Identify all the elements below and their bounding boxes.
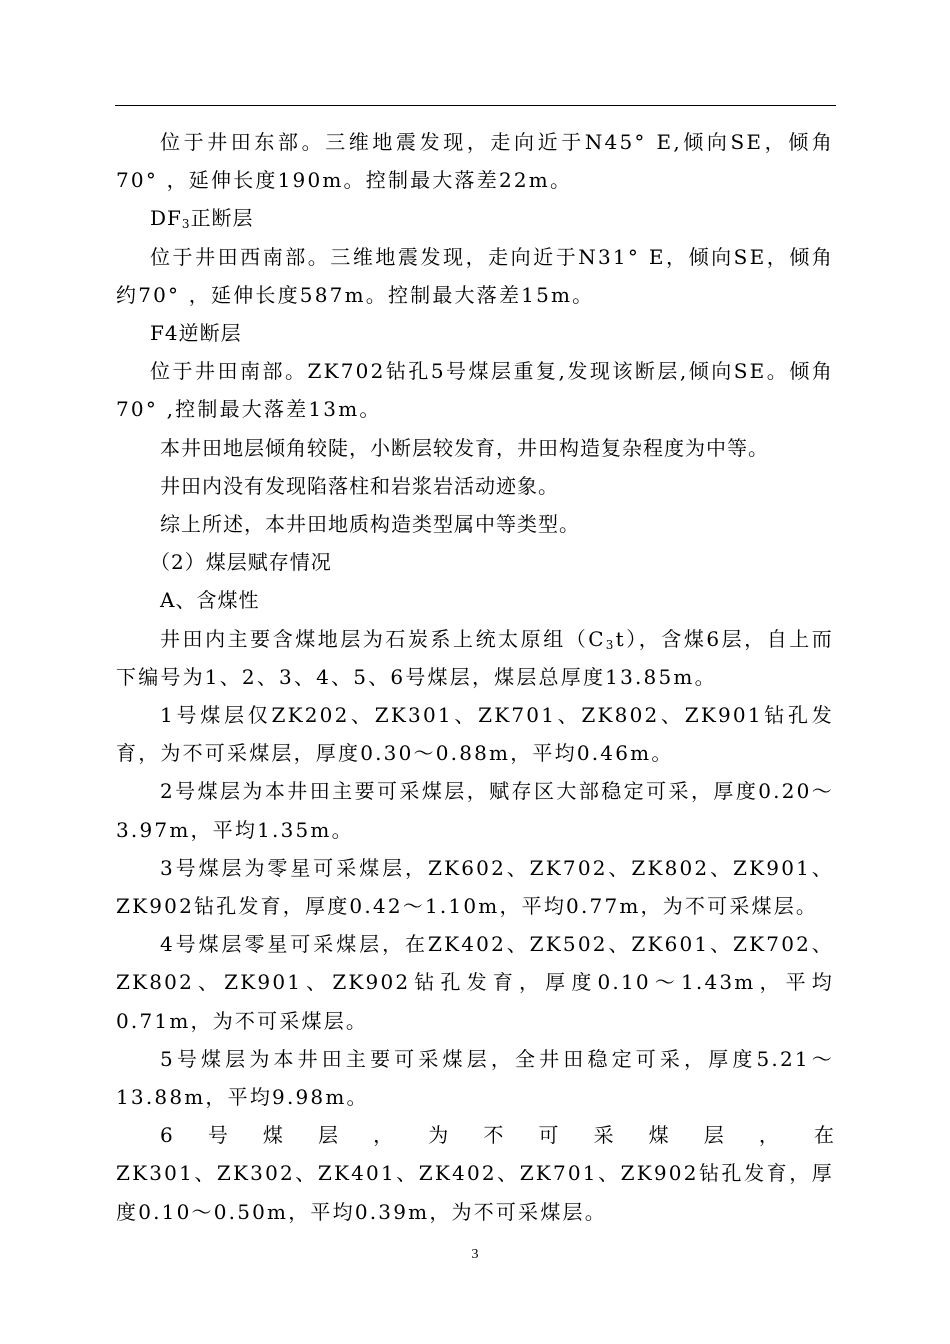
paragraph-no-collapse-column: 井田内没有发现陷落柱和岩浆岩活动迹象。 bbox=[160, 473, 559, 498]
paragraph-seam-5: 5号煤层为本井田主要可采煤层，全井田稳定可采，厚度5.21～13.88m，平均9.98m。 bbox=[116, 1046, 834, 1110]
heading-f4-reverse-fault: F4逆断层 bbox=[150, 321, 242, 346]
strata-subscript: 3 bbox=[605, 637, 616, 652]
body-text bbox=[116, 123, 834, 1231]
paragraph-seam-1: 1号煤层仅ZK202、ZK301、ZK701、ZK802、ZK901钻孔发育，为不可采煤层，厚度0.30～0.88m，平均0.46m。 bbox=[116, 703, 834, 766]
heading-df3-subscript: 3 bbox=[181, 217, 191, 232]
paragraph-summary: 综上所述，本井田地质构造类型属中等类型。 bbox=[160, 512, 580, 537]
paragraph-df3: 位于井田西南部。三维地震发现，走向近于N31° E，倾向SE，倾角约70° ，延伸长度587m。控制最大落差15m。 bbox=[116, 244, 834, 307]
paragraph-seam-2: 2号煤层为本井田主要可采煤层，赋存区大部稳定可采，厚度0.20～3.97m，平均1.35m。 bbox=[116, 779, 834, 842]
paragraph-f4: 位于井田南部。ZK702钻孔5号煤层重复,发现该断层,倾向SE。倾角70° ,控制最大落差13m。 bbox=[116, 359, 834, 422]
heading-coal-seam-occurrence: （2）煤层赋存情况 bbox=[150, 550, 332, 575]
heading-df3-normal-fault bbox=[116, 199, 834, 237]
paragraph-coal-bearing-strata bbox=[116, 620, 834, 696]
paragraph-structure-complexity: 本井田地层倾角较陡，小断层较发育，井田构造复杂程度为中等。 bbox=[160, 435, 769, 460]
header-rule bbox=[115, 105, 836, 106]
heading-coal-bearing: A、含煤性 bbox=[160, 588, 260, 613]
heading-df3-prefix: DF bbox=[150, 206, 182, 231]
paragraph-seam-4: 4号煤层零星可采煤层，在ZK402、ZK502、ZK601、ZK702、ZK802、ZK901、ZK902钻孔发育，厚度0.10～1.43m，平均0.71m，为不可采煤层。 bbox=[116, 932, 834, 1033]
paragraph-seam-6-rest: ZK301、ZK302、ZK401、ZK402、ZK701、ZK902钻孔发育，厚度0.10～0.50m，平均0.39m，为不可采煤层。 bbox=[116, 1161, 834, 1224]
heading-df3-suffix: 正断层 bbox=[190, 206, 254, 231]
strata-text-prefix: 井田内主要含煤地层为石炭系上统太原组（C bbox=[160, 626, 606, 651]
paragraph-seam-6-line1: 6号煤层，为不可采煤层，在 bbox=[160, 1123, 834, 1148]
paragraph-df-east: 位于井田东部。三维地震发现，走向近于N45° E,倾向SE，倾角70° ，延伸长度190m。控制最大落差22m。 bbox=[116, 130, 834, 193]
paragraph-seam-3: 3号煤层为零星可采煤层，ZK602、ZK702、ZK802、ZK901、ZK902钻孔发育，厚度0.42～1.10m，平均0.77m，为不可采煤层。 bbox=[116, 855, 834, 919]
strata-text-suffix: t），含煤6层，自上而下编号为1、2、3、4、5、6号煤层，煤层总厚度13.85m。 bbox=[116, 626, 834, 689]
page-number: 3 bbox=[471, 1247, 479, 1262]
